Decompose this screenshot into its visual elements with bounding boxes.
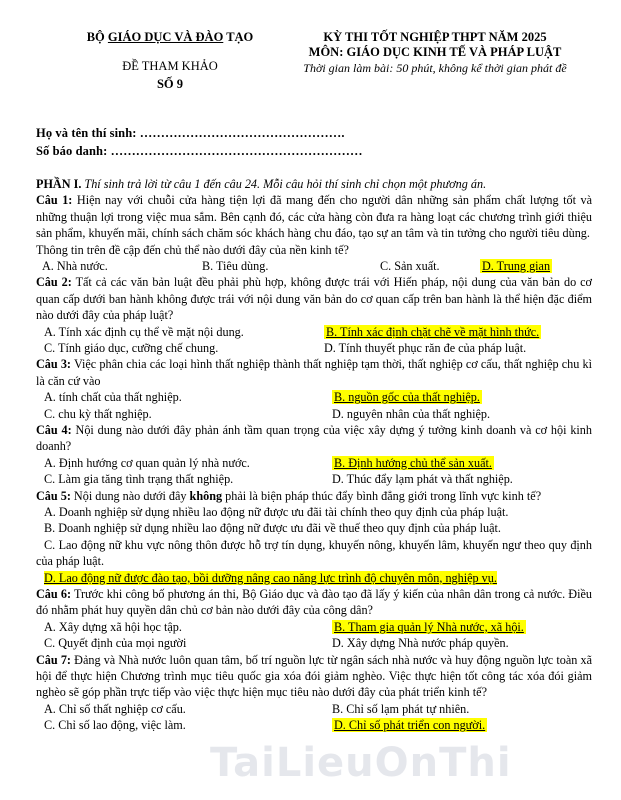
option-a: A. Doanh nghiệp sử dụng nhiều lao động nữ được ưu đãi tài chính theo quy định của pháp luật. [44,505,509,520]
option-a: A. Chỉ số thất nghiệp cơ cấu. [44,701,186,716]
question-5 [36,488,592,504]
option-c: C. Sản xuất. [380,259,440,274]
question-4-options-row-1 [36,455,592,471]
part1-text: Thí sinh trả lời từ câu 1 đến câu 24. Mỗi câu hỏi thí sinh chỉ chọn một phương án. [81,177,487,191]
question-2-options-row-2 [36,340,592,356]
option-d-answer: D. Chỉ số phát triển con người. [334,718,486,733]
part1-label: PHẦN I. [36,177,82,191]
question-7-options-row-1 [36,701,592,717]
question-label: Câu 3: [36,357,71,372]
ministry-part-3: TẠO [223,30,254,44]
question-stem: Hiện nay với chuỗi cửa hàng tiện lợi đã mang đến cho người dân những sản phẩm chất lượng tốt và những thuận lợi trong việc mua sắm. Bên cạnh đó, các cửa hàng còn đưa ra hàng loạt các chương trình giới thiệu sản phẩm, khuyến mãi, chính sách chăm sóc khách hàng chu đáo, tạo sự an tâm và tin tưởng cho người tiêu dùng. [36,193,592,241]
option-c: C. Quyết định của mọi người [44,636,187,651]
question-7-options-row-2 [36,717,592,733]
question-label: Câu 5: [36,488,71,503]
option-b: B. Tiêu dùng. [202,259,269,274]
question-3 [36,356,592,389]
option-b-answer: B. Định hướng chủ thể sản xuất. [334,455,492,470]
exam-body [36,176,592,734]
question-6-options-row-1 [36,619,592,635]
option-d: D. Tính thuyết phục răn đe của pháp luật. [324,341,527,356]
option-b-answer: B. nguồn gốc của thất nghiệp. [334,390,480,405]
subject-title: MÔN: GIÁO DỤC KINH TẾ VÀ PHÁP LUẬT [308,45,562,59]
question-stem: Nội dung nào dưới đây phản ánh tầm quan trọng của việc xây dựng ý tưởng kinh doanh và cơ hội kinh doanh? [36,423,592,454]
option-d: D. Thúc đẩy lạm phát và thất nghiệp. [332,472,513,487]
option-b: B. Doanh nghiệp sử dụng nhiều lao động nữ được ưu đãi về thuế theo quy định của pháp luật. [44,521,501,536]
option-b: B. Chỉ số lạm phát tự nhiên. [332,701,470,716]
option-c: C. Chỉ số lao động, việc làm. [44,718,186,733]
option-b-answer: B. Tính xác định chặt chẽ về mặt hình thức. [326,324,540,339]
option-a: A. Tính xác định cụ thể về mặt nội dung. [44,324,244,339]
option-a: A. Định hướng cơ quan quản lý nhà nước. [44,455,250,470]
exam-code: SỐ 9 [156,77,184,91]
question-6 [36,586,592,619]
question-3-options-row-1 [36,389,592,405]
option-d: D. Xây dựng Nhà nước pháp quyền. [332,636,509,651]
question-2-options-row-1 [36,324,592,340]
question-stem: Trước khi công bố phương án thi, Bộ Giáo dục và đào tạo đã lấy ý kiến của nhân dân trong cả nước. Điều đó nhằm phát huy quyền dân chủ cơ bản nào dưới đây của công dân? [36,587,592,618]
ministry-part-2: GIÁO DỤC VÀ ĐÀO [107,30,224,44]
option-d-answer: D. Trung gian [482,259,551,274]
question-label: Câu 2: [36,275,72,290]
option-a: A. Nhà nước. [42,259,108,274]
option-c: C. Tính giáo dục, cưỡng chế chung. [44,341,219,356]
question-label: Câu 6: [36,587,72,602]
option-c: C. Làm gia tăng tình trạng thất nghiệp. [44,472,234,487]
question-6-options-row-2 [36,635,592,651]
question-label: Câu 4: [36,423,72,438]
option-b-answer: B. Tham gia quản lý Nhà nước, xã hội. [334,619,524,634]
question-2 [36,274,592,323]
question-stem: Đảng và Nhà nước luôn quan tâm, bố trí nguồn lực từ ngân sách nhà nước và huy động nguồn lực toàn xã hội để thực hiện Chương trình mục tiêu quốc gia xóa đói giảm nghèo. Việc thực hiện tốt công tác xóa đói giảm nghèo sẽ góp phần trực tiếp vào việc thực hiện mục tiêu nào dưới đây của phát triển kinh tế? [36,652,592,700]
option-a: A. Xây dựng xã hội học tập. [44,619,182,634]
doc-type: ĐỀ THAM KHẢO [122,59,218,73]
option-d: D. nguyên nhân của thất nghiệp. [332,406,491,421]
question-4-options-row-2 [36,471,592,487]
question-1-options [36,258,592,274]
question-3-options-row-2 [36,406,592,422]
ministry-part-1: BỘ [86,30,108,44]
candidate-name-line: Họ và tên thí sinh: …………………………………………. [36,126,345,140]
question-stem: Tất cả các văn bản luật đều phải phù hợp, không được trái với Hiến pháp, nội dung của văn bản do cơ quan cấp dưới ban hành không được trái với nội dung văn bản do cơ quan cấp trên ban hành là thể hiện đặc điểm nào dưới đây của pháp luật? [36,275,593,323]
question-label: Câu 1: [36,193,73,208]
exam-title: KỲ THI TỐT NGHIỆP THPT NĂM 2025 [323,30,547,44]
question-stem: Việc phân chia các loại hình thất nghiệp thành thất nghiệp tạm thời, thất nghiệp cơ cấu, thất nghiệp chu kì là căn cứ vào [36,357,592,388]
ministry-name [60,30,280,45]
question-stem-part-2: phải là biện pháp thúc đẩy bình đẳng giới trong lĩnh vực kinh tế? [222,488,542,503]
option-a: A. tính chất của thất nghiệp. [44,390,182,405]
option-c: C. chu kỳ thất nghiệp. [44,406,152,421]
candidate-id-line: Số báo danh: …………………………………………………… [36,144,363,158]
question-stem-emphasis: không [189,488,223,503]
watermark-logo: TaiLieuOnThi [210,740,512,786]
question-1-prompt: Thông tin trên đề cập đến chủ thể nào dưới đây của nền kinh tế? [36,242,349,257]
question-stem-part-1: Nội dung nào dưới đây [70,488,190,503]
option-c: C. Lao động nữ khu vực nông thôn được hỗ trợ tín dụng, khuyến nông, khuyến lâm, khuyến ngư theo quy định của pháp luật. [36,537,592,569]
question-4 [36,422,592,455]
question-7 [36,652,592,701]
option-d-answer: D. Lao động nữ được đào tạo, bồi dưỡng nâng cao năng lực trình độ chuyên môn, nghiệp vụ. [44,570,497,585]
question-1 [36,192,592,241]
time-note: Thời gian làm bài: 50 phút, không kể thời gian phát đề [303,61,567,75]
part1-instruction [36,176,592,192]
question-label: Câu 7: [36,652,71,667]
